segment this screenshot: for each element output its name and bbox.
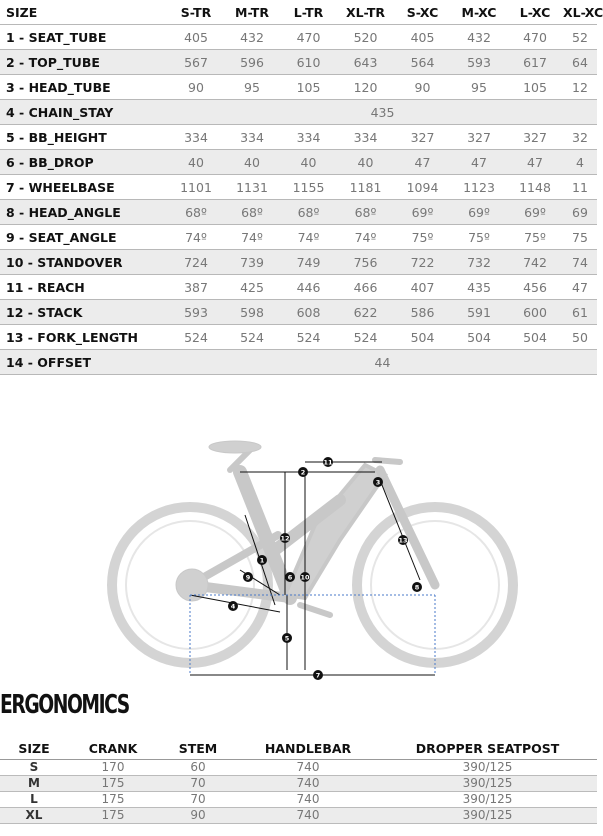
value-cell: 524 (280, 325, 337, 350)
ergonomics-header-dropper-seatpost: DROPPER SEATPOST (378, 737, 597, 760)
marker-10 (300, 572, 310, 582)
svg-text:3: 3 (375, 478, 381, 487)
value-cell: 432 (451, 25, 507, 50)
row-label: 3 - HEAD_TUBE (0, 75, 168, 100)
value-cell: 74º (280, 225, 337, 250)
row-label: 2 - TOP_TUBE (0, 50, 168, 75)
value-cell: 68º (224, 200, 280, 225)
table-row (0, 50, 597, 75)
table-row (0, 100, 597, 125)
row-label: 1 - SEAT_TUBE (0, 25, 168, 50)
value-cell: 1101 (168, 175, 224, 200)
marker-6 (285, 572, 295, 582)
row-label: 13 - FORK_LENGTH (0, 325, 168, 350)
value-cell: 600 (507, 300, 563, 325)
row-label: 11 - REACH (0, 275, 168, 300)
value-cell: 70 (158, 792, 238, 808)
value-cell: 1181 (337, 175, 394, 200)
row-label: 5 - BB_HEIGHT (0, 125, 168, 150)
value-cell: 47 (563, 275, 597, 300)
value-cell: 390/125 (378, 792, 597, 808)
value-cell: 32 (563, 125, 597, 150)
value-cell: 60 (158, 760, 238, 776)
value-cell: 749 (280, 250, 337, 275)
table-row (0, 225, 597, 250)
value-cell: 520 (337, 25, 394, 50)
value-cell: 47 (451, 150, 507, 175)
value-cell: 69º (507, 200, 563, 225)
row-label: 14 - OFFSET (0, 350, 168, 375)
svg-text:12: 12 (280, 534, 290, 543)
size-cell: XL (0, 808, 68, 824)
marker-11 (323, 457, 333, 467)
ergonomics-header-stem: STEM (158, 737, 238, 760)
svg-text:4: 4 (230, 602, 236, 611)
value-cell: 470 (280, 25, 337, 50)
table-row (0, 300, 597, 325)
value-cell: 504 (394, 325, 451, 350)
value-cell: 608 (280, 300, 337, 325)
svg-text:6: 6 (287, 573, 293, 582)
size-header-s-xc: S-XC (394, 0, 451, 25)
value-cell: 456 (507, 275, 563, 300)
value-cell: 407 (394, 275, 451, 300)
value-cell: 120 (337, 75, 394, 100)
value-cell: 740 (238, 776, 378, 792)
svg-text:10: 10 (300, 573, 310, 582)
value-cell: 170 (68, 760, 158, 776)
value-cell: 524 (337, 325, 394, 350)
table-row (0, 325, 597, 350)
value-cell: 405 (168, 25, 224, 50)
value-cell: 40 (280, 150, 337, 175)
table-row (0, 275, 597, 300)
value-cell: 50 (563, 325, 597, 350)
value-cell: 610 (280, 50, 337, 75)
table-row (0, 75, 597, 100)
value-cell: 596 (224, 50, 280, 75)
size-column-header: SIZE (0, 0, 168, 25)
size-cell: M (0, 776, 68, 792)
value-cell: 1094 (394, 175, 451, 200)
table-row (0, 776, 597, 792)
size-header-s-tr: S-TR (168, 0, 224, 25)
value-cell: 95 (224, 75, 280, 100)
value-cell: 64 (563, 50, 597, 75)
row-label: 4 - CHAIN_STAY (0, 100, 168, 125)
value-cell: 742 (507, 250, 563, 275)
value-cell: 740 (238, 792, 378, 808)
marker-7 (313, 670, 323, 680)
value-cell: 327 (451, 125, 507, 150)
svg-text:7: 7 (315, 671, 321, 680)
value-cell: 598 (224, 300, 280, 325)
value-cell: 47 (507, 150, 563, 175)
value-cell: 4 (563, 150, 597, 175)
value-cell: 504 (507, 325, 563, 350)
size-cell: S (0, 760, 68, 776)
value-cell: 105 (507, 75, 563, 100)
value-cell: 622 (337, 300, 394, 325)
svg-text:9: 9 (245, 573, 251, 582)
ergonomics-header-row (0, 737, 597, 760)
value-cell: 12 (563, 75, 597, 100)
value-cell: 105 (280, 75, 337, 100)
value-cell: 446 (280, 275, 337, 300)
value-cell: 90 (158, 808, 238, 824)
bike-geometry-diagram (100, 430, 520, 685)
size-header-m-xc: M-XC (451, 0, 507, 25)
table-row (0, 792, 597, 808)
marker-1 (257, 555, 267, 565)
value-cell: 61 (563, 300, 597, 325)
value-cell: 69º (394, 200, 451, 225)
value-cell: 524 (224, 325, 280, 350)
table-row (0, 808, 597, 824)
value-cell: 175 (68, 792, 158, 808)
value-cell: 75º (507, 225, 563, 250)
value-cell: 52 (563, 25, 597, 50)
value-cell: 732 (451, 250, 507, 275)
value-cell: 390/125 (378, 776, 597, 792)
value-cell: 69 (563, 200, 597, 225)
marker-3 (373, 477, 383, 487)
value-cell: 90 (394, 75, 451, 100)
row-label: 10 - STANDOVER (0, 250, 168, 275)
value-cell: 327 (507, 125, 563, 150)
table-row (0, 760, 597, 776)
value-cell: 432 (224, 25, 280, 50)
value-cell: 586 (394, 300, 451, 325)
table-row (0, 25, 597, 50)
value-cell: 405 (394, 25, 451, 50)
geometry-header-row (0, 0, 597, 25)
value-cell: 617 (507, 50, 563, 75)
ergonomics-header-size: SIZE (0, 737, 68, 760)
geometry-table (0, 0, 603, 375)
value-cell: 466 (337, 275, 394, 300)
marker-2 (298, 467, 308, 477)
merged-value-cell: 44 (168, 350, 597, 375)
value-cell: 740 (238, 808, 378, 824)
value-cell: 593 (451, 50, 507, 75)
value-cell: 643 (337, 50, 394, 75)
value-cell: 593 (168, 300, 224, 325)
value-cell: 435 (451, 275, 507, 300)
value-cell: 74º (168, 225, 224, 250)
value-cell: 739 (224, 250, 280, 275)
value-cell: 75º (451, 225, 507, 250)
table-row (0, 350, 597, 375)
value-cell: 90 (168, 75, 224, 100)
svg-text:2: 2 (300, 468, 306, 477)
value-cell: 387 (168, 275, 224, 300)
value-cell: 722 (394, 250, 451, 275)
ergonomics-title: ERGONOMICS (0, 690, 129, 720)
value-cell: 47 (394, 150, 451, 175)
value-cell: 1123 (451, 175, 507, 200)
value-cell: 40 (337, 150, 394, 175)
value-cell: 724 (168, 250, 224, 275)
value-cell: 425 (224, 275, 280, 300)
value-cell: 68º (168, 200, 224, 225)
marker-8 (412, 582, 422, 592)
table-row (0, 125, 597, 150)
svg-text:8: 8 (414, 583, 420, 592)
svg-text:5: 5 (284, 634, 290, 643)
value-cell: 334 (168, 125, 224, 150)
value-cell: 70 (158, 776, 238, 792)
value-cell: 11 (563, 175, 597, 200)
value-cell: 390/125 (378, 760, 597, 776)
value-cell: 175 (68, 776, 158, 792)
marker-13 (398, 535, 408, 545)
marker-4 (228, 601, 238, 611)
marker-12 (280, 533, 290, 543)
value-cell: 1131 (224, 175, 280, 200)
value-cell: 40 (224, 150, 280, 175)
ergonomics-header-handlebar: HANDLEBAR (238, 737, 378, 760)
value-cell: 327 (394, 125, 451, 150)
table-row (0, 150, 597, 175)
table-row (0, 250, 597, 275)
svg-text:1: 1 (259, 556, 265, 565)
value-cell: 40 (168, 150, 224, 175)
size-header-l-xc: L-XC (507, 0, 563, 25)
size-cell: L (0, 792, 68, 808)
size-header-xl-xc: XL-XC (563, 0, 597, 25)
row-label: 9 - SEAT_ANGLE (0, 225, 168, 250)
value-cell: 175 (68, 808, 158, 824)
table-row (0, 200, 597, 225)
value-cell: 564 (394, 50, 451, 75)
value-cell: 74º (224, 225, 280, 250)
value-cell: 740 (238, 760, 378, 776)
svg-text:13: 13 (398, 536, 408, 545)
size-header-m-tr: M-TR (224, 0, 280, 25)
value-cell: 95 (451, 75, 507, 100)
value-cell: 504 (451, 325, 507, 350)
size-header-l-tr: L-TR (280, 0, 337, 25)
value-cell: 74º (337, 225, 394, 250)
value-cell: 69º (451, 200, 507, 225)
svg-text:11: 11 (323, 458, 333, 467)
value-cell: 74 (563, 250, 597, 275)
size-header-xl-tr: XL-TR (337, 0, 394, 25)
ergonomics-table (0, 737, 597, 824)
value-cell: 1148 (507, 175, 563, 200)
value-cell: 334 (337, 125, 394, 150)
value-cell: 68º (280, 200, 337, 225)
value-cell: 470 (507, 25, 563, 50)
value-cell: 334 (280, 125, 337, 150)
value-cell: 68º (337, 200, 394, 225)
row-label: 6 - BB_DROP (0, 150, 168, 175)
value-cell: 567 (168, 50, 224, 75)
ergonomics-header-crank: CRANK (68, 737, 158, 760)
value-cell: 591 (451, 300, 507, 325)
merged-value-cell: 435 (168, 100, 597, 125)
row-label: 12 - STACK (0, 300, 168, 325)
value-cell: 334 (224, 125, 280, 150)
row-label: 7 - WHEELBASE (0, 175, 168, 200)
value-cell: 756 (337, 250, 394, 275)
value-cell: 1155 (280, 175, 337, 200)
value-cell: 524 (168, 325, 224, 350)
marker-5 (282, 633, 292, 643)
value-cell: 75º (394, 225, 451, 250)
marker-9 (243, 572, 253, 582)
table-row (0, 175, 597, 200)
value-cell: 75 (563, 225, 597, 250)
row-label: 8 - HEAD_ANGLE (0, 200, 168, 225)
value-cell: 390/125 (378, 808, 597, 824)
